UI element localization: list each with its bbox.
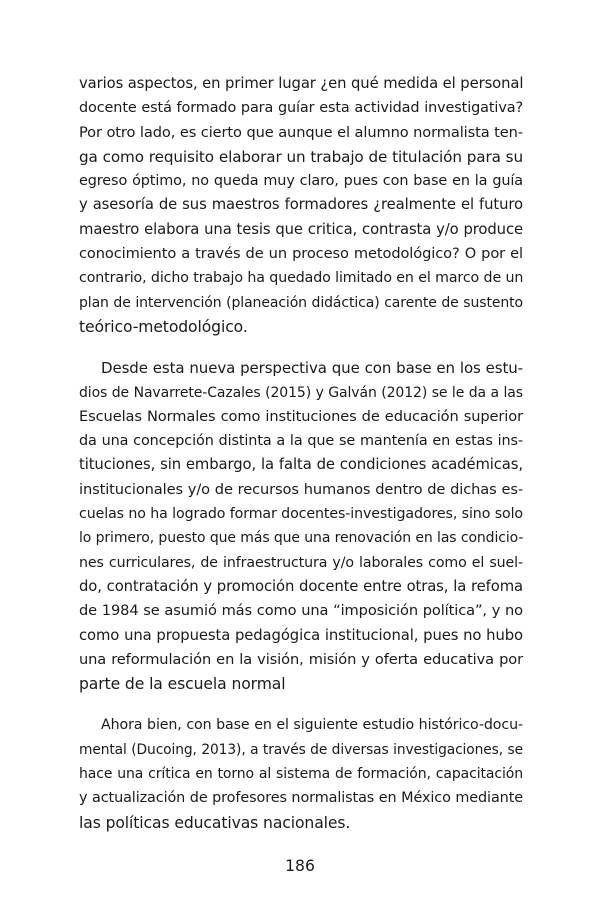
paragraph-spacer [79, 696, 523, 713]
text-line: y actualización de profesores normalistas en México mediante [79, 790, 523, 807]
text-line: hace una crítica en torno al sistema de formación, capacitación [79, 766, 523, 783]
page-number: 186 [285, 857, 315, 875]
text-line: institucionales y/o de recursos humanos dentro de dichas es- [79, 480, 523, 498]
text-line: mental (Ducoing, 2013), a través de diversas investigaciones, se [79, 741, 523, 758]
text-line: conocimiento a través de un proceso metodológico? O por el [79, 245, 523, 263]
text-line: contrario, dicho trabajo ha quedado limitado en el marco de un [79, 270, 524, 287]
text-line: da una concepción distinta a la que se mantenía en estas ins- [79, 433, 523, 450]
text-line: Por otro lado, es cierto que aunque el alumno normalista ten- [79, 123, 523, 141]
text-line: de 1984 se asumió más como una “imposición política”, y no [79, 602, 523, 620]
text-line: ga como requisito elaborar un trabajo de titulación para su [79, 147, 523, 166]
text-line: varios aspectos, en primer lugar ¿en qué medida el personal [79, 75, 524, 92]
text-line: las políticas educativas nacionales. [79, 813, 351, 832]
paragraph-1 [79, 72, 523, 339]
text-line: cuelas no ha logrado formar docentes-investigadores, sino solo [79, 506, 523, 523]
text-line: tituciones, sin embargo, la falta de condiciones académicas, [79, 456, 523, 474]
page-body [79, 72, 523, 835]
text-line: maestro elabora una tesis que critica, contrasta y/o produce [79, 220, 523, 238]
text-line: parte de la escuela normal [79, 675, 286, 694]
text-line: nes curriculares, de infraestructura y/o laborales como el suel- [79, 554, 523, 571]
paragraph-3 [79, 713, 523, 834]
text-line: como una propuesta pedagógica institucional, pues no hubo [79, 626, 523, 644]
text-line: Ahora bien, con base en el siguiente estudio histórico-docu- [101, 717, 523, 734]
paragraph-2 [79, 356, 523, 696]
paragraph-spacer [79, 339, 523, 356]
text-line: dios de Navarrete-Cazales (2015) y Galván (2012) se le da a las [79, 384, 523, 401]
text-line: docente está formado para guíar esta actividad investigativa? [79, 100, 523, 117]
text-line: do, contratación y promoción docente entre otras, la refoma [79, 577, 523, 595]
text-line: una reformulación en la visión, misión y oferta educativa por [79, 650, 523, 668]
text-line: Desde esta nueva perspectiva que con base en los estu- [101, 359, 523, 378]
text-line: egreso óptimo, no queda muy claro, pues con base en la guía [79, 173, 523, 190]
text-line: plan de intervención (planeación didáctica) carente de sustento [79, 294, 523, 311]
text-line: teórico-metodológico. [79, 317, 248, 336]
text-line: lo primero, puesto que más que una renovación en las condicio- [79, 530, 524, 547]
text-line: Escuelas Normales como instituciones de educación superior [79, 407, 523, 425]
text-line: y asesoría de sus maestros formadores ¿realmente el futuro [79, 196, 523, 214]
